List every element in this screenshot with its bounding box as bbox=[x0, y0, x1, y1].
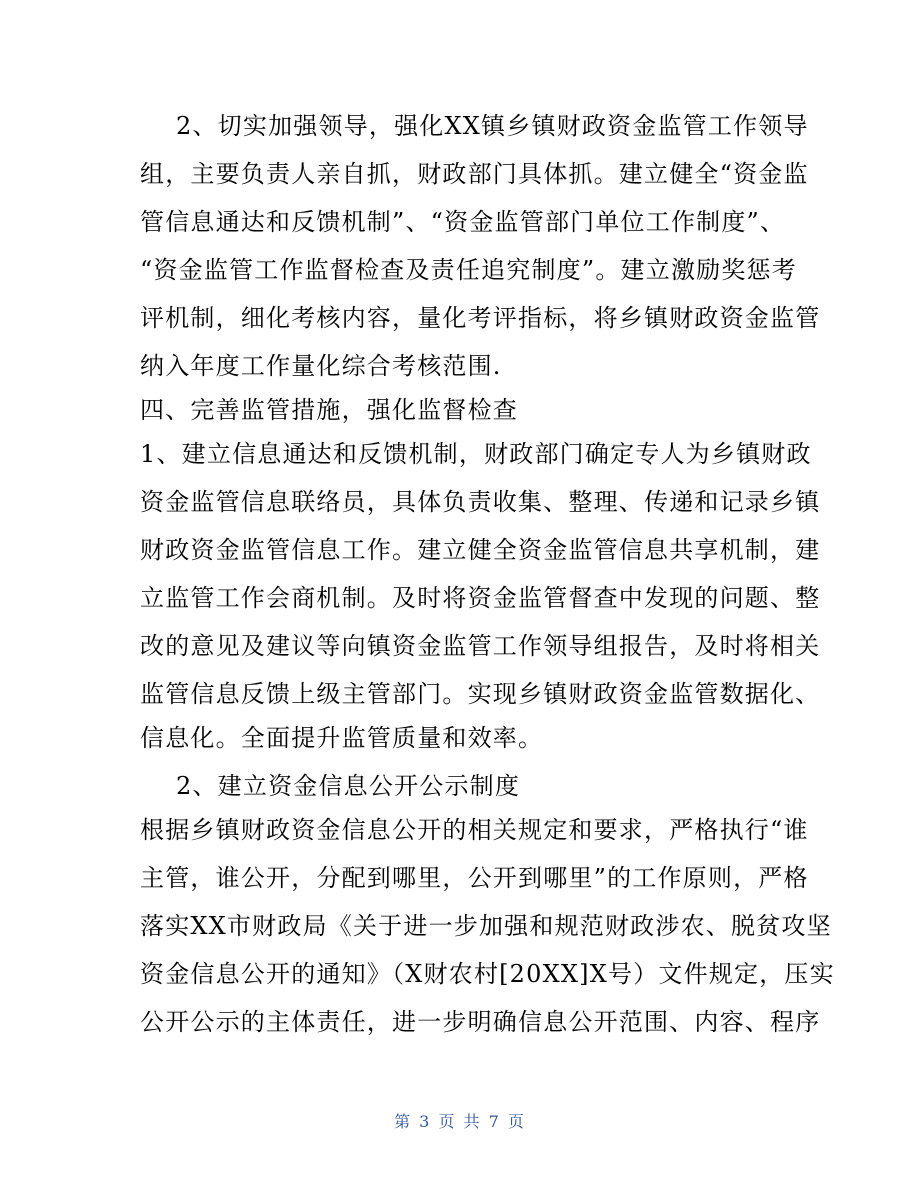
paragraph-line: 监管信息反馈上级主管部门。实现乡镇财政资金监管数据化、 bbox=[140, 680, 821, 708]
subsection-heading: 2、建立资金信息公开公示制度 bbox=[176, 772, 521, 800]
paragraph-line: 1、建立信息通达和反馈机制，财政部门确定专人为乡镇财政 bbox=[140, 440, 812, 468]
paragraph-line: 信息化。全面提升监管质量和效率。 bbox=[140, 724, 544, 752]
paragraph-line: 评机制，细化考核内容，量化考评指标，将乡镇财政资金监管 bbox=[140, 304, 821, 332]
page-number-footer: 第 3 页 共 7 页 bbox=[394, 1112, 526, 1131]
paragraph-line: 资金信息公开的通知》（X财农村[20XX]X号）文件规定，压实 bbox=[140, 960, 835, 988]
paragraph-line: 落实XX市财政局《关于进一步加强和规范财政涉农、脱贫攻坚 bbox=[140, 912, 832, 940]
paragraph-line: 财政资金监管信息工作。建立健全资金监管信息共享机制，建 bbox=[140, 536, 821, 564]
paragraph-line: 2、切实加强领导，强化XX镇乡镇财政资金监管工作领导 bbox=[176, 112, 809, 140]
paragraph-line: 改的意见及建议等向镇资金监管工作领导组报告，及时将相关 bbox=[140, 632, 821, 660]
paragraph-line: 资金监管信息联络员，具体负责收集、整理、传递和记录乡镇 bbox=[140, 488, 821, 516]
paragraph-line: “资金监管工作监督检查及责任追究制度”。建立激励奖惩考 bbox=[140, 256, 797, 284]
paragraph-line: 公开公示的主体责任，进一步明确信息公开范围、内容、程序 bbox=[140, 1008, 821, 1036]
paragraph-line: 根据乡镇财政资金信息公开的相关规定和要求，严格执行“谁 bbox=[140, 816, 809, 844]
section-heading: 四、完善监管措施，强化监督检查 bbox=[140, 396, 518, 424]
paragraph-line: 组，主要负责人亲自抓，财政部门具体抓。建立健全“资金监 bbox=[140, 160, 809, 188]
paragraph-line: 立监管工作会商机制。及时将资金监管督查中发现的问题、整 bbox=[140, 584, 821, 612]
paragraph-line: 纳入年度工作量化综合考核范围. bbox=[140, 352, 502, 380]
paragraph-line: 主管，谁公开，分配到哪里，公开到哪里”的工作原则，严格 bbox=[140, 864, 809, 892]
paragraph-line: 管信息通达和反馈机制”、“资金监管部门单位工作制度”、 bbox=[140, 208, 786, 236]
